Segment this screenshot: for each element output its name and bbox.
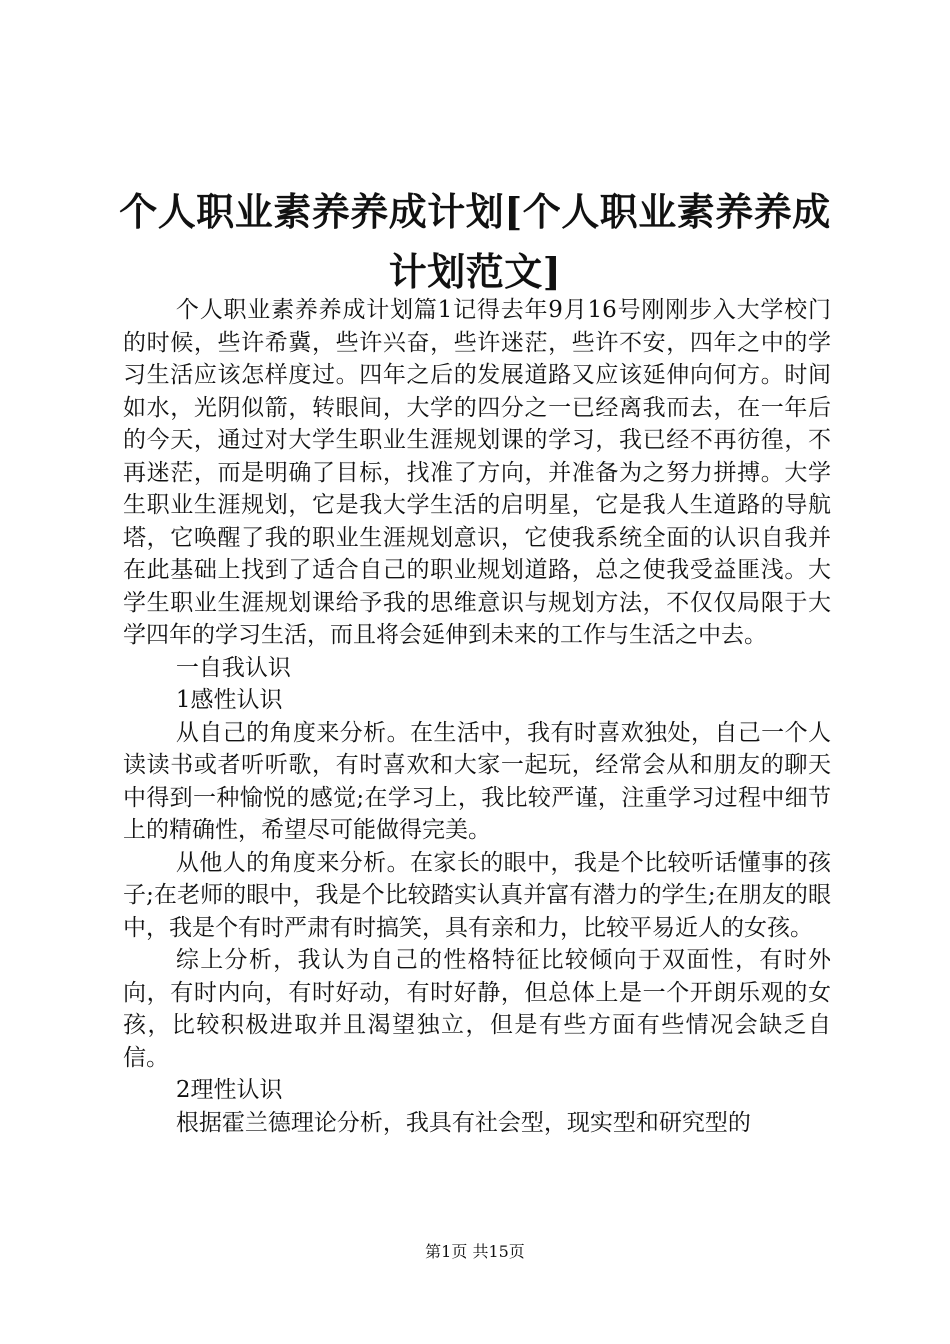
paragraph-others-view: 从他人的角度来分析。在家长的眼中，我是个比较听话懂事的孩子;在老师的眼中，我是个比较踏实认真并富有潜力的学生;在朋友的眼中，我是个有时严肃有时搞笑，具有亲和力，比较平易近人的女孩。 [123,849,831,941]
section-heading-self-awareness: 一自我认识 [175,654,291,681]
paragraph-holland: 根据霍兰德理论分析，我具有社会型，现实型和研究型的 [175,1109,751,1136]
paragraph-self-view: 从自己的角度来分析。在生活中，我有时喜欢独处，自己一个人读读书或者听听歌，有时喜欢和大家一起玩，经常会从和朋友的聊天中得到一种愉悦的感觉;在学习上，我比较严谨，注重学习过程中细节上的精确性，希望尽可能做得完美。 [123,719,831,843]
paragraph-summary: 综上分析，我认为自己的性格特征比较倾向于双面性，有时外向，有时内向，有时好动，有时好静，但总体上是一个开朗乐观的女孩，比较积极进取并且渴望独立，但是有些方面有些情况会缺乏自信。 [123,947,831,1071]
document-title: 个人职业素养养成计划[个人职业素养养成计划范文] [119,189,831,294]
subheading-perceptual: 1感性认识 [175,687,283,713]
paragraph-intro: 个人职业素养养成计划篇1记得去年9月16号刚刚步入大学校门的时候，些许希冀，些许兴奋，些许迷茫，些许不安，四年之中的学习生活应该怎样度过。四年之后的发展道路又应该延伸向何方。时间如水，光阴似箭，转眼间，大学的四分之一已经离我而去，在一年后的今天，通过对大学生职业生涯规划课的学习，我已经不再彷徨，不再迷茫，而是明确了目标，找准了方向，并准备为之努力拼搏。大学生职业生涯规划，它是我大学生活的启明星，它是我人生道路的导航塔，它唤醒了我的职业生涯规划意识，它使我系统全面的认识自我并在此基础上找到了适合自己的职业规划道路，总之使我受益匪浅。大学生职业生涯规划课给予我的思维意识与规划方法，不仅仅局限于大学四年的学习生活，而且将会延伸到未来的工作与生活之中去。 [123,297,831,648]
page-number-footer: 第1页 共15页 [425,1242,525,1261]
subheading-rational: 2理性认识 [175,1077,283,1103]
document-body [123,294,831,1139]
